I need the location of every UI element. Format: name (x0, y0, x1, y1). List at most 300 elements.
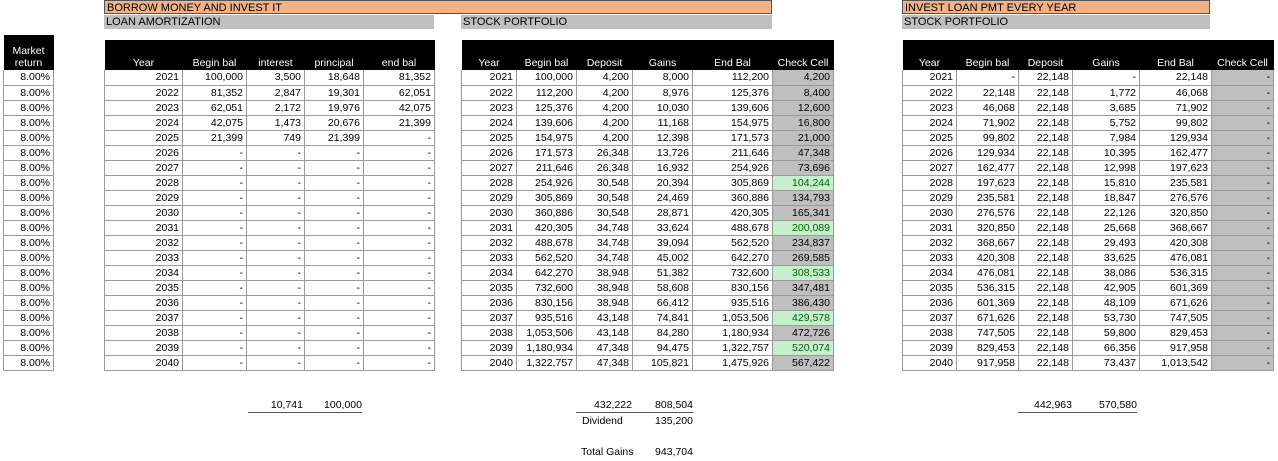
table-cell[interactable]: 45,002 (633, 250, 693, 265)
table-cell[interactable]: 3,685 (1073, 100, 1140, 115)
table-cell[interactable]: - (247, 175, 305, 190)
market-return-cell[interactable]: 8.00% (4, 220, 54, 235)
table-cell[interactable]: 18,648 (305, 70, 364, 85)
market-return-cell[interactable]: 8.00% (4, 175, 54, 190)
table-cell[interactable]: 642,270 (693, 250, 773, 265)
market-return-cell[interactable]: 8.00% (4, 145, 54, 160)
table-cell[interactable]: 62,051 (364, 85, 435, 100)
table-cell[interactable]: 2039 (903, 340, 957, 355)
table-cell[interactable]: 2038 (903, 325, 957, 340)
table-cell[interactable]: 2024 (903, 115, 957, 130)
table-cell[interactable]: - (247, 325, 305, 340)
table-cell[interactable]: 2,847 (247, 85, 305, 100)
table-cell[interactable]: - (364, 265, 435, 280)
table-cell[interactable]: 197,623 (1140, 160, 1212, 175)
table-cell[interactable]: 22,148 (1019, 220, 1073, 235)
table-cell[interactable]: 20,676 (305, 115, 364, 130)
table-cell[interactable]: - (364, 130, 435, 145)
table-cell[interactable]: 162,477 (1140, 145, 1212, 160)
table-cell[interactable]: 84,280 (633, 325, 693, 340)
table-cell[interactable]: 46,068 (957, 100, 1019, 115)
check-cell[interactable]: - (1212, 310, 1274, 325)
table-cell[interactable]: 2022 (903, 85, 957, 100)
table-cell[interactable]: 747,505 (1140, 310, 1212, 325)
table-cell[interactable]: - (305, 310, 364, 325)
table-cell[interactable]: - (364, 190, 435, 205)
table-cell[interactable]: - (183, 355, 247, 370)
table-cell[interactable]: 830,156 (517, 295, 577, 310)
table-cell[interactable]: - (305, 235, 364, 250)
table-cell[interactable]: - (305, 205, 364, 220)
table-cell[interactable]: 22,148 (1019, 145, 1073, 160)
table-cell[interactable]: - (364, 280, 435, 295)
table-cell[interactable]: 2,172 (247, 100, 305, 115)
check-cell[interactable]: 165,341 (773, 205, 834, 220)
table-cell[interactable]: - (305, 340, 364, 355)
table-cell[interactable]: 100,000 (183, 70, 247, 85)
table-cell[interactable]: 2027 (105, 160, 183, 175)
table-cell[interactable]: 62,051 (183, 100, 247, 115)
table-cell[interactable]: 1,475,926 (693, 355, 773, 370)
table-cell[interactable]: 2025 (462, 130, 517, 145)
market-return-cell[interactable]: 8.00% (4, 205, 54, 220)
table-cell[interactable]: - (183, 160, 247, 175)
table-cell[interactable]: 26,348 (577, 160, 633, 175)
table-cell[interactable]: 19,976 (305, 100, 364, 115)
table-cell[interactable]: 42,075 (364, 100, 435, 115)
table-cell[interactable]: 420,308 (1140, 235, 1212, 250)
table-cell[interactable]: 2028 (903, 175, 957, 190)
table-cell[interactable]: 2031 (903, 220, 957, 235)
table-cell[interactable]: 4,200 (577, 130, 633, 145)
table-cell[interactable]: 276,576 (957, 205, 1019, 220)
table-cell[interactable]: 42,075 (183, 115, 247, 130)
table-cell[interactable]: 830,156 (693, 280, 773, 295)
table-cell[interactable]: 2032 (105, 235, 183, 250)
table-cell[interactable]: 33,624 (633, 220, 693, 235)
table-cell[interactable]: - (305, 160, 364, 175)
table-cell[interactable]: 51,382 (633, 265, 693, 280)
check-cell[interactable]: - (1212, 295, 1274, 310)
table-cell[interactable]: 34,748 (577, 235, 633, 250)
market-return-cell[interactable]: 8.00% (4, 115, 54, 130)
check-cell[interactable]: - (1212, 340, 1274, 355)
table-cell[interactable]: 22,148 (1019, 205, 1073, 220)
table-cell[interactable]: 11,168 (633, 115, 693, 130)
check-cell[interactable]: 308,533 (773, 265, 834, 280)
table-cell[interactable]: 2034 (105, 265, 183, 280)
table-cell[interactable]: 2028 (105, 175, 183, 190)
table-cell[interactable]: 1,013,542 (1140, 355, 1212, 370)
table-cell[interactable]: 43,148 (577, 325, 633, 340)
table-cell[interactable]: 8,976 (633, 85, 693, 100)
check-cell[interactable]: 21,000 (773, 130, 834, 145)
table-cell[interactable]: 22,148 (1019, 250, 1073, 265)
check-cell[interactable]: 104,244 (773, 175, 834, 190)
table-cell[interactable]: 671,626 (1140, 295, 1212, 310)
table-cell[interactable]: 42,905 (1073, 280, 1140, 295)
table-cell[interactable]: - (247, 235, 305, 250)
table-cell[interactable]: 235,581 (957, 190, 1019, 205)
table-cell[interactable]: 18,847 (1073, 190, 1140, 205)
table-cell[interactable]: 53,730 (1073, 310, 1140, 325)
table-cell[interactable]: 58,608 (633, 280, 693, 295)
check-cell[interactable]: 429,578 (773, 310, 834, 325)
table-cell[interactable]: 22,148 (957, 85, 1019, 100)
table-cell[interactable]: 2039 (462, 340, 517, 355)
table-cell[interactable]: 917,958 (957, 355, 1019, 370)
table-cell[interactable]: 4,200 (577, 85, 633, 100)
table-cell[interactable]: 2024 (105, 115, 183, 130)
table-cell[interactable]: 2040 (462, 355, 517, 370)
table-cell[interactable]: 100,000 (517, 70, 577, 85)
table-cell[interactable]: 2031 (462, 220, 517, 235)
table-cell[interactable]: 22,148 (1019, 340, 1073, 355)
table-cell[interactable]: 154,975 (693, 115, 773, 130)
table-cell[interactable]: 749 (247, 130, 305, 145)
table-cell[interactable]: - (183, 205, 247, 220)
check-cell[interactable]: 12,600 (773, 100, 834, 115)
table-cell[interactable]: - (183, 265, 247, 280)
table-cell[interactable]: 1,473 (247, 115, 305, 130)
table-cell[interactable]: 12,398 (633, 130, 693, 145)
check-cell[interactable]: - (1212, 280, 1274, 295)
table-cell[interactable]: - (1073, 70, 1140, 85)
market-return-cell[interactable]: 8.00% (4, 190, 54, 205)
check-cell[interactable]: 269,585 (773, 250, 834, 265)
table-cell[interactable]: 2033 (903, 250, 957, 265)
table-cell[interactable]: 2035 (462, 280, 517, 295)
table-cell[interactable]: - (364, 220, 435, 235)
table-cell[interactable]: - (364, 160, 435, 175)
table-cell[interactable]: 139,606 (693, 100, 773, 115)
table-cell[interactable]: 671,626 (957, 310, 1019, 325)
table-cell[interactable]: 1,180,934 (693, 325, 773, 340)
table-cell[interactable]: 81,352 (183, 85, 247, 100)
table-cell[interactable]: 1,772 (1073, 85, 1140, 100)
table-cell[interactable]: 488,678 (517, 235, 577, 250)
table-cell[interactable]: 171,573 (693, 130, 773, 145)
check-cell[interactable]: - (1212, 235, 1274, 250)
table-cell[interactable]: 360,886 (517, 205, 577, 220)
table-cell[interactable]: 5,752 (1073, 115, 1140, 130)
table-cell[interactable]: 99,802 (957, 130, 1019, 145)
table-cell[interactable]: 2036 (462, 295, 517, 310)
table-cell[interactable]: 254,926 (693, 160, 773, 175)
check-cell[interactable]: 47,348 (773, 145, 834, 160)
table-cell[interactable]: 2021 (105, 70, 183, 85)
check-cell[interactable]: 567,422 (773, 355, 834, 370)
table-cell[interactable]: - (364, 145, 435, 160)
table-cell[interactable]: 305,869 (693, 175, 773, 190)
table-cell[interactable]: 2022 (105, 85, 183, 100)
table-cell[interactable]: 8,000 (633, 70, 693, 85)
check-cell[interactable]: - (1212, 205, 1274, 220)
table-cell[interactable]: 59,800 (1073, 325, 1140, 340)
check-cell[interactable]: 73,696 (773, 160, 834, 175)
table-cell[interactable]: - (247, 280, 305, 295)
table-cell[interactable]: 29,493 (1073, 235, 1140, 250)
check-cell[interactable]: 16,800 (773, 115, 834, 130)
table-cell[interactable]: 26,348 (577, 145, 633, 160)
table-cell[interactable]: 105,821 (633, 355, 693, 370)
table-cell[interactable]: 10,395 (1073, 145, 1140, 160)
table-cell[interactable]: - (957, 70, 1019, 85)
table-cell[interactable]: 13,726 (633, 145, 693, 160)
market-return-cell[interactable]: 8.00% (4, 130, 54, 145)
table-cell[interactable]: 2032 (903, 235, 957, 250)
table-cell[interactable]: 46,068 (1140, 85, 1212, 100)
table-cell[interactable]: 38,086 (1073, 265, 1140, 280)
table-cell[interactable]: - (364, 250, 435, 265)
table-cell[interactable]: 2037 (462, 310, 517, 325)
table-cell[interactable]: - (247, 220, 305, 235)
table-cell[interactable]: 30,548 (577, 205, 633, 220)
table-cell[interactable]: 2029 (903, 190, 957, 205)
table-cell[interactable]: 94,475 (633, 340, 693, 355)
check-cell[interactable]: - (1212, 115, 1274, 130)
table-cell[interactable]: 2034 (903, 265, 957, 280)
table-cell[interactable]: - (364, 355, 435, 370)
table-cell[interactable]: 16,932 (633, 160, 693, 175)
market-return-cell[interactable]: 8.00% (4, 340, 54, 355)
table-cell[interactable]: 22,148 (1019, 310, 1073, 325)
table-cell[interactable]: 254,926 (517, 175, 577, 190)
table-cell[interactable]: - (364, 310, 435, 325)
check-cell[interactable]: - (1212, 265, 1274, 280)
table-cell[interactable]: - (183, 145, 247, 160)
table-cell[interactable]: 112,200 (517, 85, 577, 100)
table-cell[interactable]: 562,520 (693, 235, 773, 250)
table-cell[interactable]: - (183, 340, 247, 355)
table-cell[interactable]: 2029 (105, 190, 183, 205)
table-cell[interactable]: 4,200 (577, 100, 633, 115)
table-cell[interactable]: 935,516 (693, 295, 773, 310)
market-return-cell[interactable]: 8.00% (4, 70, 54, 85)
check-cell[interactable]: - (1212, 130, 1274, 145)
table-cell[interactable]: 20,394 (633, 175, 693, 190)
table-cell[interactable]: 22,148 (1019, 325, 1073, 340)
table-cell[interactable]: 154,975 (517, 130, 577, 145)
table-cell[interactable]: 129,934 (957, 145, 1019, 160)
check-cell[interactable]: - (1212, 70, 1274, 85)
table-cell[interactable]: 211,646 (517, 160, 577, 175)
table-cell[interactable]: - (183, 175, 247, 190)
table-cell[interactable]: 4,200 (577, 115, 633, 130)
table-cell[interactable]: 320,850 (957, 220, 1019, 235)
table-cell[interactable]: 917,958 (1140, 340, 1212, 355)
table-cell[interactable]: 171,573 (517, 145, 577, 160)
table-cell[interactable]: 4,200 (577, 70, 633, 85)
table-cell[interactable]: 22,148 (1019, 235, 1073, 250)
table-cell[interactable]: 71,902 (957, 115, 1019, 130)
table-cell[interactable]: 22,148 (1019, 85, 1073, 100)
table-cell[interactable]: 935,516 (517, 310, 577, 325)
table-cell[interactable]: 74,841 (633, 310, 693, 325)
check-cell[interactable]: - (1212, 325, 1274, 340)
table-cell[interactable]: 7,984 (1073, 130, 1140, 145)
check-cell[interactable]: - (1212, 250, 1274, 265)
table-cell[interactable]: 2026 (462, 145, 517, 160)
check-cell[interactable]: 234,837 (773, 235, 834, 250)
check-cell[interactable]: 4,200 (773, 70, 834, 85)
table-cell[interactable]: - (305, 250, 364, 265)
table-cell[interactable]: - (305, 190, 364, 205)
table-cell[interactable]: 47,348 (577, 340, 633, 355)
table-cell[interactable]: 125,376 (693, 85, 773, 100)
table-cell[interactable]: - (305, 355, 364, 370)
table-cell[interactable]: 829,453 (1140, 325, 1212, 340)
table-cell[interactable]: 24,469 (633, 190, 693, 205)
table-cell[interactable]: - (247, 295, 305, 310)
table-cell[interactable]: 2037 (903, 310, 957, 325)
table-cell[interactable]: 476,081 (957, 265, 1019, 280)
table-cell[interactable]: 22,148 (1019, 100, 1073, 115)
table-cell[interactable]: 1,053,506 (517, 325, 577, 340)
table-cell[interactable]: 211,646 (693, 145, 773, 160)
check-cell[interactable]: - (1212, 220, 1274, 235)
market-return-cell[interactable]: 8.00% (4, 310, 54, 325)
table-cell[interactable]: 10,030 (633, 100, 693, 115)
table-cell[interactable]: - (183, 220, 247, 235)
table-cell[interactable]: 2021 (903, 70, 957, 85)
table-cell[interactable]: 38,948 (577, 280, 633, 295)
table-cell[interactable]: 125,376 (517, 100, 577, 115)
market-return-cell[interactable]: 8.00% (4, 265, 54, 280)
table-cell[interactable]: 22,148 (1019, 160, 1073, 175)
table-cell[interactable]: 48,109 (1073, 295, 1140, 310)
table-cell[interactable]: 197,623 (957, 175, 1019, 190)
table-cell[interactable]: 129,934 (1140, 130, 1212, 145)
table-cell[interactable]: 2022 (462, 85, 517, 100)
table-cell[interactable]: - (364, 235, 435, 250)
table-cell[interactable]: 1,322,757 (693, 340, 773, 355)
table-cell[interactable]: 2028 (462, 175, 517, 190)
table-cell[interactable]: 2026 (903, 145, 957, 160)
table-cell[interactable]: 235,581 (1140, 175, 1212, 190)
table-cell[interactable]: 25,668 (1073, 220, 1140, 235)
table-cell[interactable]: 43,148 (577, 310, 633, 325)
table-cell[interactable]: 30,548 (577, 190, 633, 205)
market-return-cell[interactable]: 8.00% (4, 100, 54, 115)
table-cell[interactable]: 732,600 (693, 265, 773, 280)
market-return-cell[interactable]: 8.00% (4, 280, 54, 295)
table-cell[interactable]: 71,902 (1140, 100, 1212, 115)
table-cell[interactable]: 34,748 (577, 250, 633, 265)
table-cell[interactable]: 21,399 (364, 115, 435, 130)
table-cell[interactable]: 99,802 (1140, 115, 1212, 130)
table-cell[interactable]: 2036 (903, 295, 957, 310)
table-cell[interactable]: 19,301 (305, 85, 364, 100)
table-cell[interactable]: 15,810 (1073, 175, 1140, 190)
table-cell[interactable]: 420,308 (957, 250, 1019, 265)
check-cell[interactable]: 386,430 (773, 295, 834, 310)
table-cell[interactable]: 22,148 (1019, 355, 1073, 370)
market-return-cell[interactable]: 8.00% (4, 295, 54, 310)
table-cell[interactable]: 732,600 (517, 280, 577, 295)
table-cell[interactable]: 2037 (105, 310, 183, 325)
table-cell[interactable]: 12,998 (1073, 160, 1140, 175)
table-cell[interactable]: - (305, 220, 364, 235)
table-cell[interactable]: - (305, 325, 364, 340)
table-cell[interactable]: 368,667 (1140, 220, 1212, 235)
table-cell[interactable]: 30,548 (577, 175, 633, 190)
table-cell[interactable]: 22,148 (1019, 130, 1073, 145)
table-cell[interactable]: 1,180,934 (517, 340, 577, 355)
table-cell[interactable]: 2033 (105, 250, 183, 265)
table-cell[interactable]: 2027 (903, 160, 957, 175)
table-cell[interactable]: 2025 (105, 130, 183, 145)
table-cell[interactable]: 2035 (903, 280, 957, 295)
table-cell[interactable]: 1,053,506 (693, 310, 773, 325)
table-cell[interactable]: 22,148 (1019, 70, 1073, 85)
table-cell[interactable]: - (247, 190, 305, 205)
table-cell[interactable]: 2034 (462, 265, 517, 280)
table-cell[interactable]: 747,505 (957, 325, 1019, 340)
check-cell[interactable]: - (1212, 85, 1274, 100)
table-cell[interactable]: 22,148 (1019, 295, 1073, 310)
table-cell[interactable]: 642,270 (517, 265, 577, 280)
table-cell[interactable]: - (247, 310, 305, 325)
table-cell[interactable]: 2032 (462, 235, 517, 250)
table-cell[interactable]: 276,576 (1140, 190, 1212, 205)
table-cell[interactable]: 2021 (462, 70, 517, 85)
table-cell[interactable]: 420,305 (693, 205, 773, 220)
table-cell[interactable]: 320,850 (1140, 205, 1212, 220)
table-cell[interactable]: 2023 (462, 100, 517, 115)
check-cell[interactable]: 134,793 (773, 190, 834, 205)
table-cell[interactable]: 2030 (462, 205, 517, 220)
table-cell[interactable]: 2023 (903, 100, 957, 115)
table-cell[interactable]: - (305, 175, 364, 190)
check-cell[interactable]: - (1212, 190, 1274, 205)
table-cell[interactable]: - (305, 295, 364, 310)
table-cell[interactable]: - (183, 295, 247, 310)
table-cell[interactable]: 2029 (462, 190, 517, 205)
table-cell[interactable]: - (305, 145, 364, 160)
table-cell[interactable]: 38,948 (577, 265, 633, 280)
table-cell[interactable]: - (364, 205, 435, 220)
market-return-cell[interactable]: 8.00% (4, 160, 54, 175)
table-cell[interactable]: 66,412 (633, 295, 693, 310)
table-cell[interactable]: 22,148 (1140, 70, 1212, 85)
table-cell[interactable]: - (183, 310, 247, 325)
check-cell[interactable]: - (1212, 160, 1274, 175)
table-cell[interactable]: - (183, 190, 247, 205)
market-return-cell[interactable]: 8.00% (4, 250, 54, 265)
market-return-cell[interactable]: 8.00% (4, 85, 54, 100)
table-cell[interactable]: 601,369 (957, 295, 1019, 310)
table-cell[interactable]: 81,352 (364, 70, 435, 85)
table-cell[interactable]: 420,305 (517, 220, 577, 235)
table-cell[interactable]: - (247, 340, 305, 355)
check-cell[interactable]: - (1212, 145, 1274, 160)
table-cell[interactable]: 2026 (105, 145, 183, 160)
table-cell[interactable]: 34,748 (577, 220, 633, 235)
table-cell[interactable]: 2024 (462, 115, 517, 130)
table-cell[interactable]: 162,477 (957, 160, 1019, 175)
table-cell[interactable]: 476,081 (1140, 250, 1212, 265)
table-cell[interactable]: 22,126 (1073, 205, 1140, 220)
table-cell[interactable]: 305,869 (517, 190, 577, 205)
table-cell[interactable]: 21,399 (183, 130, 247, 145)
table-cell[interactable]: 39,094 (633, 235, 693, 250)
table-cell[interactable]: 488,678 (693, 220, 773, 235)
table-cell[interactable]: - (247, 205, 305, 220)
table-cell[interactable]: 2030 (903, 205, 957, 220)
table-cell[interactable]: 22,148 (1019, 115, 1073, 130)
table-cell[interactable]: 2033 (462, 250, 517, 265)
